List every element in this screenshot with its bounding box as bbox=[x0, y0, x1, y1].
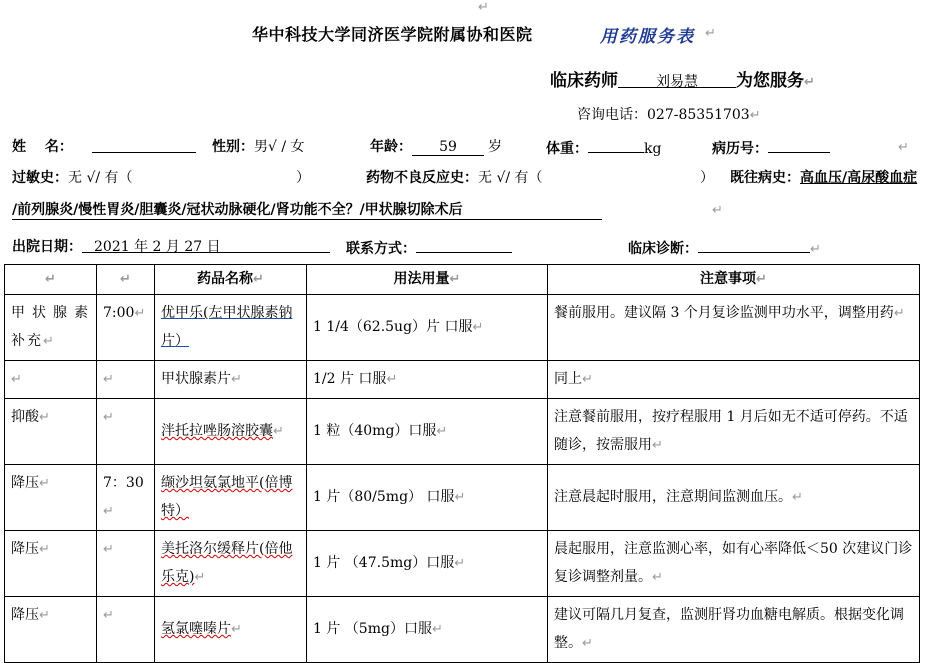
gender-male: 男 bbox=[254, 139, 268, 155]
history-continued bbox=[12, 199, 602, 220]
table-row bbox=[5, 295, 920, 361]
weight-unit: kg bbox=[644, 141, 662, 157]
header-drug: 药品名称↵ bbox=[155, 265, 307, 295]
pharmacist-line bbox=[550, 66, 815, 91]
cell-time: ↵ bbox=[97, 361, 155, 399]
discharge-date[interactable]: 2021 年 2 月 27 日 bbox=[82, 236, 330, 253]
cell-dose: 1 1/4（62.5ug）片 口服↵ bbox=[307, 295, 548, 361]
cell-time: 7:00↵ bbox=[97, 295, 155, 361]
cell-notes: 注意餐前服用，按疗程服用 1 月后如无不适可停药。不适随诊，按需服用↵ bbox=[548, 399, 920, 465]
gender-check: √ bbox=[268, 139, 277, 155]
gender-female: / 女 bbox=[276, 139, 305, 155]
weight-field bbox=[546, 136, 661, 158]
history-field bbox=[730, 167, 917, 187]
contact-label: 联系方式： bbox=[346, 241, 416, 257]
cell-drug: 甲状腺素片↵ bbox=[155, 361, 307, 399]
age-label: 年龄： bbox=[370, 139, 412, 155]
cell-dose: 1 片（80/5mg） 口服↵ bbox=[307, 465, 548, 531]
pharmacist-name: 刘易慧 bbox=[618, 71, 736, 88]
cell-time: 7：30 ↵ bbox=[97, 465, 155, 531]
discharge-label: 出院日期： bbox=[12, 239, 82, 255]
phone-line bbox=[577, 104, 761, 124]
cell-purpose: 降压↵ bbox=[5, 597, 97, 663]
phone-label: 咨询电话： bbox=[577, 107, 647, 123]
cell-notes: 注意晨起时服用，注意期间监测血压。↵ bbox=[548, 465, 920, 531]
allergy-value: 无 √/ 有（ bbox=[68, 170, 133, 186]
serve-text: 为您服务 bbox=[736, 71, 804, 91]
table-row bbox=[5, 361, 920, 399]
cell-time: ↵ bbox=[97, 531, 155, 597]
paragraph-mark: ↵ bbox=[749, 108, 761, 123]
header-dose: 用法用量↵ bbox=[307, 265, 548, 295]
history-label: 既往病史： bbox=[730, 170, 800, 186]
cell-drug: 优甲乐(左甲状腺素钠片） bbox=[155, 295, 307, 361]
adr-close: ） bbox=[700, 170, 714, 186]
hospital-name: 华中科技大学同济医学院附属协和医院 bbox=[252, 25, 533, 44]
record-field bbox=[712, 136, 830, 158]
diagnosis-value[interactable] bbox=[698, 236, 810, 253]
cell-purpose: ↵ bbox=[5, 361, 97, 399]
cell-drug: 氢氯噻嗪片↵ bbox=[155, 597, 307, 663]
cell-notes: 同上↵ bbox=[548, 361, 920, 399]
cell-purpose: 甲状腺素补充↵ bbox=[5, 295, 97, 361]
phone-number: 027-85351703 bbox=[647, 107, 750, 123]
age-unit: 岁 bbox=[488, 139, 502, 155]
adr-label: 药物不良反应史： bbox=[366, 170, 478, 186]
cell-notes: 建议可隔几月复查，监测肝肾功血糖电解质。根据变化调整。↵ bbox=[548, 597, 920, 663]
name-field[interactable] bbox=[92, 136, 196, 153]
medication-table bbox=[4, 264, 920, 663]
cell-time: ↵ bbox=[97, 399, 155, 465]
header-purpose: ↵ bbox=[5, 265, 97, 295]
diagnosis-label: 临床诊断： bbox=[628, 241, 698, 257]
weight-value[interactable] bbox=[588, 136, 644, 153]
cell-purpose: 抑酸↵ bbox=[5, 399, 97, 465]
allergy-field bbox=[12, 167, 133, 187]
age-value[interactable]: 59 bbox=[412, 139, 484, 156]
cell-drug: 泮托拉唑肠溶胶囊↵ bbox=[155, 399, 307, 465]
cell-purpose: 降压↵ bbox=[5, 465, 97, 531]
name-label: 姓 名： bbox=[12, 139, 73, 155]
allergy-label: 过敏史： bbox=[12, 170, 68, 186]
adr-field bbox=[366, 167, 543, 187]
weight-label: 体重： bbox=[546, 141, 588, 157]
cell-notes: 晨起服用，注意监测心率，如有心率降低＜50 次建议门诊复诊调整剂量。↵ bbox=[548, 531, 920, 597]
pharmacist-label: 临床药师 bbox=[550, 71, 618, 91]
table-row bbox=[5, 597, 920, 663]
cell-time: ↵ bbox=[97, 597, 155, 663]
cell-dose: 1 片 （47.5mg）口服↵ bbox=[307, 531, 548, 597]
cell-drug: 美托洛尔缓释片(倍他乐克)↵ bbox=[155, 531, 307, 597]
age-field bbox=[370, 136, 502, 156]
table-row bbox=[5, 531, 920, 597]
cell-purpose: 降压↵ bbox=[5, 531, 97, 597]
cell-dose: 1 片 （5mg）口服↵ bbox=[307, 597, 548, 663]
gender-label: 性别： bbox=[212, 139, 254, 155]
history-value-2: /前列腺炎/慢性胃炎/胆囊炎/冠状动脉硬化/肾功能不全？/甲状腺切除术后 bbox=[12, 199, 602, 220]
discharge-field bbox=[12, 236, 330, 256]
paragraph-mark: ↵ bbox=[712, 203, 723, 218]
cell-dose: 1/2 片 口服↵ bbox=[307, 361, 548, 399]
record-value[interactable] bbox=[768, 136, 830, 153]
gender-field bbox=[212, 136, 305, 156]
record-label: 病历号： bbox=[712, 141, 768, 157]
diagnosis-field bbox=[628, 236, 821, 258]
table-row bbox=[5, 465, 920, 531]
cell-drug: 缬沙坦氨氯地平(倍博特） bbox=[155, 465, 307, 531]
table-header-row bbox=[5, 265, 920, 295]
form-title: 用药服务表 bbox=[600, 27, 695, 47]
history-value-1: 高血压/高尿酸血症 bbox=[800, 170, 918, 186]
paragraph-mark: ↵ bbox=[804, 75, 815, 90]
cell-notes: 餐前服用。建议隔 3 个月复诊监测甲功水平，调整用药↵ bbox=[548, 295, 920, 361]
header-notes: 注意事项↵ bbox=[548, 265, 920, 295]
paragraph-mark: ↵ bbox=[478, 0, 489, 15]
paragraph-mark: ↵ bbox=[810, 242, 821, 257]
contact-field bbox=[346, 236, 512, 258]
contact-value[interactable] bbox=[416, 236, 512, 253]
adr-value: 无 √/ 有（ bbox=[478, 170, 543, 186]
header-time: ↵ bbox=[97, 265, 155, 295]
cell-dose: 1 粒（40mg）口服↵ bbox=[307, 399, 548, 465]
paragraph-mark: ↵ bbox=[898, 140, 909, 155]
table-row bbox=[5, 399, 920, 465]
paragraph-mark: ↵ bbox=[705, 26, 716, 41]
allergy-close: ） bbox=[296, 170, 310, 186]
